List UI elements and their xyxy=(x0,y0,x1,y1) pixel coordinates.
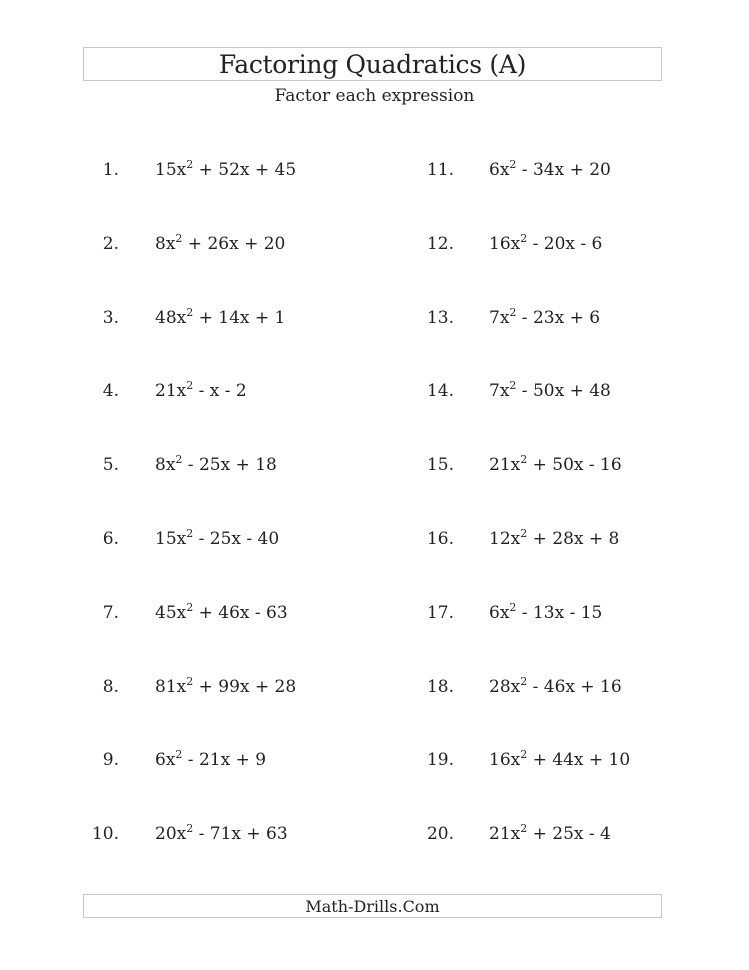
remaining-terms: + 99x + 28 xyxy=(193,676,297,697)
remaining-terms: + 28x + 8 xyxy=(527,529,620,549)
leading-term: 28x xyxy=(489,676,521,697)
remaining-terms: - 46x + 16 xyxy=(527,676,622,697)
problem-number: 11. xyxy=(426,160,454,180)
leading-term: 7x xyxy=(489,381,510,402)
leading-term: 21x xyxy=(489,455,521,476)
problem-number: 8. xyxy=(102,676,119,697)
problem-number: 3. xyxy=(102,307,119,328)
leading-term: 21x xyxy=(155,381,187,402)
problem-expression xyxy=(489,306,600,330)
remaining-terms: - 25x - 40 xyxy=(193,529,280,549)
leading-term: 6x xyxy=(489,160,510,180)
problem-item xyxy=(0,601,749,625)
problem-expression xyxy=(489,822,611,846)
problem-number: 1. xyxy=(102,160,119,180)
problem-number: 15. xyxy=(426,455,454,476)
remaining-terms: - 23x + 6 xyxy=(516,307,601,328)
problem-expression xyxy=(489,527,619,551)
leading-term: 6x xyxy=(489,602,510,623)
remaining-terms: - 71x + 63 xyxy=(193,824,288,845)
problem-expression xyxy=(489,675,622,699)
exponent: 2 xyxy=(520,527,528,540)
problem-number: 4. xyxy=(102,381,119,402)
problem-item xyxy=(0,748,749,772)
leading-term: 16x xyxy=(489,750,521,771)
problem-expression xyxy=(489,453,622,477)
exponent: 2 xyxy=(175,748,183,762)
problem-expression xyxy=(489,601,602,625)
problem-expression xyxy=(489,158,611,182)
leading-term: 15x xyxy=(155,529,187,549)
leading-term: 20x xyxy=(155,824,187,845)
problem-number: 2. xyxy=(102,233,119,254)
remaining-terms: - x - 2 xyxy=(193,381,247,402)
leading-term: 81x xyxy=(155,676,187,697)
leading-term: 16x xyxy=(489,233,521,254)
remaining-terms: + 52x + 45 xyxy=(193,160,297,180)
leading-term: 8x xyxy=(155,233,176,254)
exponent: 2 xyxy=(186,379,194,393)
problem-item xyxy=(0,379,749,403)
leading-term: 21x xyxy=(489,824,521,845)
leading-term: 45x xyxy=(155,602,187,623)
remaining-terms: - 13x - 15 xyxy=(516,602,603,623)
page-title: Factoring Quadratics (A) xyxy=(218,50,527,79)
exponent: 2 xyxy=(186,822,194,836)
problem-number: 10. xyxy=(91,824,119,845)
remaining-terms: + 46x - 63 xyxy=(193,602,288,623)
remaining-terms: - 21x + 9 xyxy=(182,750,267,771)
exponent: 2 xyxy=(186,600,194,614)
problem-number: 5. xyxy=(102,455,119,476)
leading-term: 48x xyxy=(155,307,187,328)
remaining-terms: + 14x + 1 xyxy=(193,307,286,328)
problem-expression xyxy=(489,379,611,403)
remaining-terms: + 50x - 16 xyxy=(527,455,622,476)
remaining-terms: + 25x - 4 xyxy=(527,824,611,845)
exponent: 2 xyxy=(520,231,528,245)
title-box xyxy=(83,47,662,81)
remaining-terms: + 26x + 20 xyxy=(182,233,286,254)
problem-item xyxy=(0,158,749,182)
exponent: 2 xyxy=(509,305,517,319)
exponent: 2 xyxy=(509,158,517,171)
exponent: 2 xyxy=(186,674,194,688)
problem-item xyxy=(0,453,749,477)
exponent: 2 xyxy=(520,822,528,836)
problem-number: 12. xyxy=(426,233,454,254)
exponent: 2 xyxy=(175,231,183,245)
leading-term: 8x xyxy=(155,455,176,476)
leading-term: 12x xyxy=(489,529,521,549)
problem-number: 7. xyxy=(102,602,119,623)
problem-number: 16. xyxy=(426,529,454,549)
footer xyxy=(83,894,662,918)
leading-term: 6x xyxy=(155,750,176,771)
exponent: 2 xyxy=(175,453,183,467)
problem-number: 18. xyxy=(426,676,454,697)
footer-text: Math-Drills.Com xyxy=(305,897,440,916)
exponent: 2 xyxy=(520,748,528,762)
exponent: 2 xyxy=(509,600,517,614)
remaining-terms: - 20x - 6 xyxy=(527,233,603,254)
problem-number: 9. xyxy=(102,750,119,771)
problem-item xyxy=(0,675,749,699)
problem-number: 19. xyxy=(426,750,454,771)
problem-item xyxy=(0,822,749,846)
problem-number: 13. xyxy=(426,307,454,328)
problem-number: 14. xyxy=(426,381,454,402)
remaining-terms: - 34x + 20 xyxy=(516,160,611,180)
exponent: 2 xyxy=(520,453,528,467)
leading-term: 15x xyxy=(155,160,187,180)
problem-item xyxy=(0,232,749,256)
exponent: 2 xyxy=(509,379,517,393)
problem-expression xyxy=(489,748,630,772)
problem-number: 6. xyxy=(102,529,119,549)
exponent: 2 xyxy=(186,305,194,319)
remaining-terms: - 50x + 48 xyxy=(516,381,611,402)
exponent: 2 xyxy=(186,527,194,540)
exponent: 2 xyxy=(520,674,528,688)
problem-item xyxy=(0,306,749,330)
problem-number: 20. xyxy=(426,824,454,845)
page-subtitle: Factor each expression xyxy=(274,86,475,106)
exponent: 2 xyxy=(186,158,194,171)
problem-expression xyxy=(489,232,602,256)
problem-item xyxy=(0,527,749,551)
remaining-terms: + 44x + 10 xyxy=(527,750,631,771)
remaining-terms: - 25x + 18 xyxy=(182,455,277,476)
problem-number: 17. xyxy=(426,602,454,623)
leading-term: 7x xyxy=(489,307,510,328)
